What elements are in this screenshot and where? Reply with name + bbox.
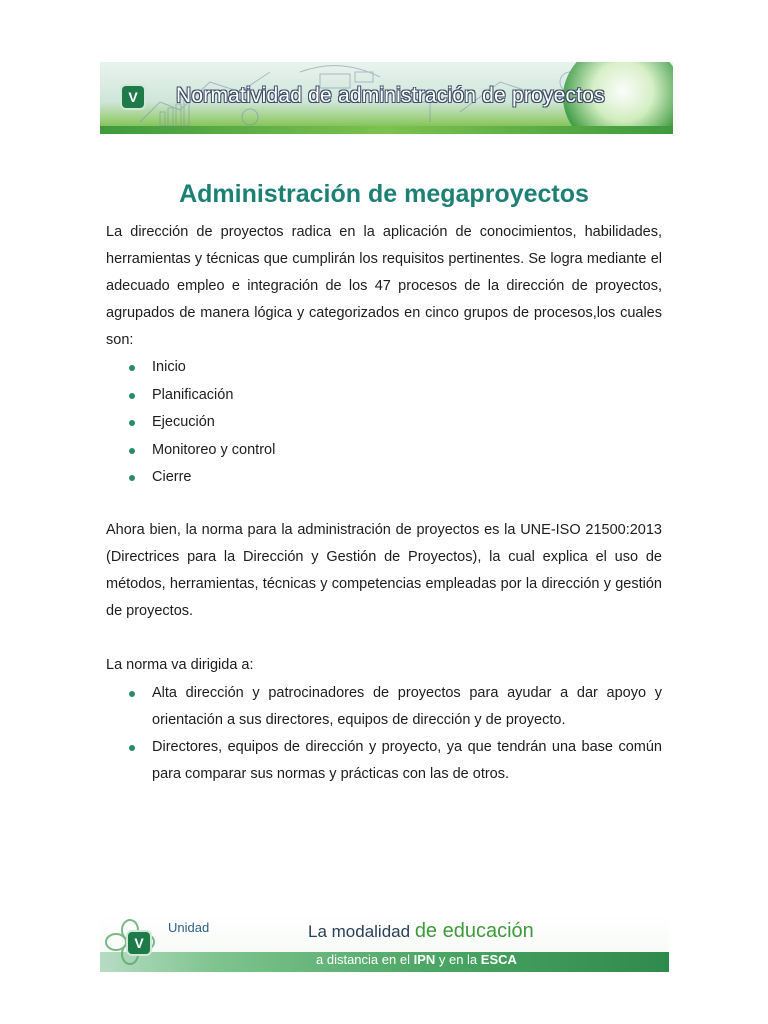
norma-paragraph: Ahora bien, la norma para la administración de proyectos es la UNE-ISO 21500:2013 (Directrices para la Dirección y Gestión de Proyectos), la cual explica el uso de métodos, herramientas, técnicas y competencias empleadas por la dirección y gestión de proyectos.: [106, 522, 662, 619]
bullet-icon: [129, 475, 135, 481]
bullet-icon: [129, 420, 135, 426]
bullet-icon: [129, 448, 135, 454]
list-item: Monitoreo y control: [106, 437, 662, 465]
audience-list: [106, 680, 662, 788]
banner-green-strip: [100, 126, 673, 134]
list-item: Inicio: [106, 354, 662, 382]
list-item: Ejecución: [106, 409, 662, 437]
footer-tagline-line1: La modalidad de educación: [308, 920, 534, 942]
process-groups-list: [106, 354, 662, 492]
audience-intro: La norma va dirigida a:: [106, 657, 254, 673]
banner-title: Normatividad de administración de proyectos: [176, 84, 605, 107]
brand-logo-icon: V: [122, 86, 144, 108]
intro-paragraph: La dirección de proyectos radica en la aplicación de conocimientos, habilidades, herramientas y técnicas que cumplirán los requisitos pertinentes. Se logra mediante el adecuado empleo e integración de los 47 procesos de la dirección de proyectos, agrupados de manera lógica y categorizados en cinco grupos de procesos,los cuales son:: [106, 224, 662, 348]
bullet-icon: [129, 393, 135, 399]
list-item: Cierre: [106, 464, 662, 492]
page-title: Administración de megaproyectos: [179, 180, 589, 208]
footer-tagline-line2: a distancia en el IPN y en la ESCA: [316, 952, 517, 967]
bullet-icon: [129, 745, 135, 751]
bullet-icon: [129, 691, 135, 697]
list-item: Alta dirección y patrocinadores de proyectos para ayudar a dar apoyo y orientación a sus directores, equipos de dirección y de proyecto.: [106, 680, 662, 734]
list-item: Directores, equipos de dirección y proyecto, ya que tendrán una base común para comparar sus normas y prácticas con las de otros.: [106, 734, 662, 788]
header-banner: [100, 62, 673, 134]
bullet-icon: [129, 365, 135, 371]
footer-banner: [100, 914, 669, 972]
list-item: Planificación: [106, 382, 662, 410]
footer-unidad-label: Unidad: [168, 920, 210, 935]
footer-logo-icon: V: [128, 932, 150, 954]
